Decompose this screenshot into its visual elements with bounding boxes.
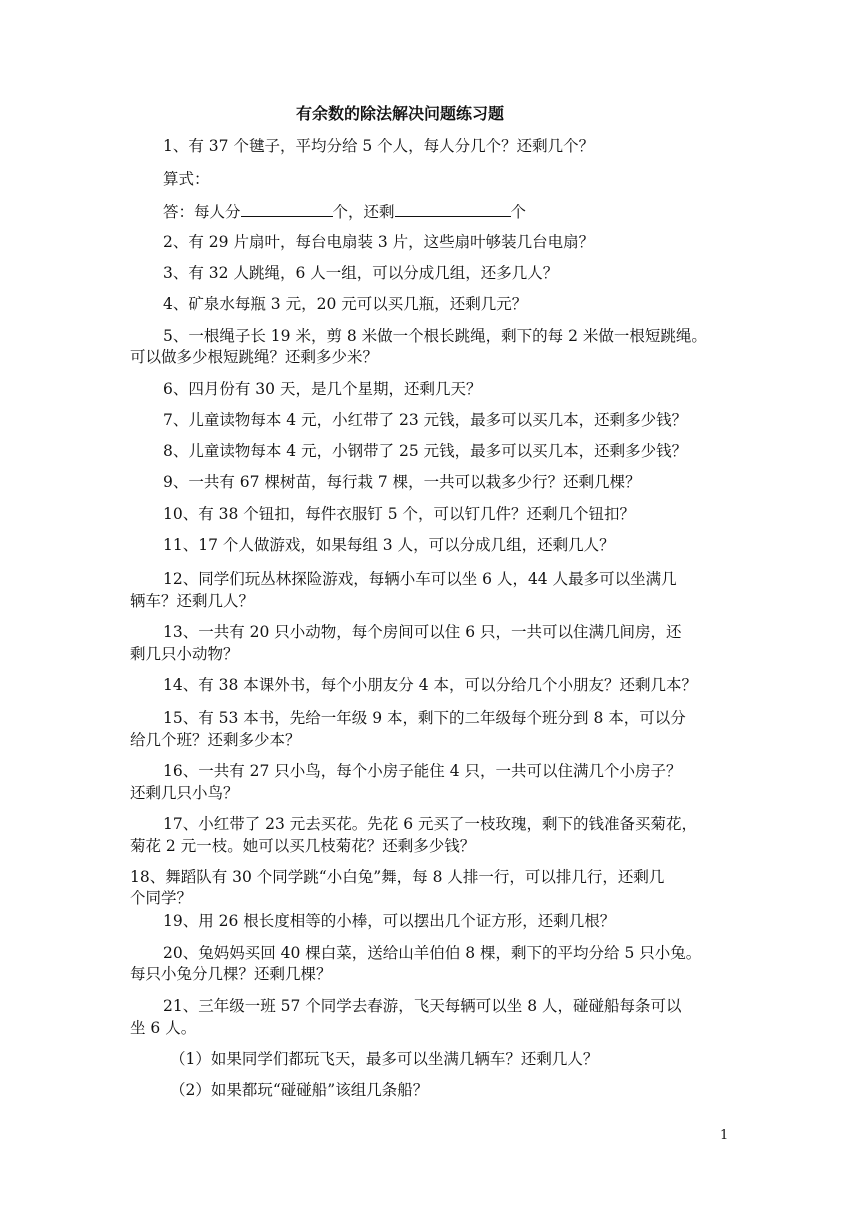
question-11: 11、17 个人做游戏，如果每组 3 人，可以分成几组，还剩几人？ bbox=[163, 536, 615, 554]
question-10: 10、有 38 个钮扣，每件衣服钉 5 个，可以钉几件？还剩几个钮扣？ bbox=[163, 505, 636, 523]
question-12-line-1: 12、同学们玩丛林探险游戏，每辆小车可以坐 6 人，44 人最多可以坐满几 bbox=[163, 570, 677, 588]
question-2: 2、有 29 片扇叶，每台电扇装 3 片，这些扇叶够装几台电扇？ bbox=[163, 233, 595, 251]
question-13-line-2: 剩几只小动物？ bbox=[130, 645, 239, 663]
question-21-line-2: 坐 6 人。 bbox=[130, 1019, 197, 1037]
question-17-line-2: 菊花 2 元一枝。她可以买几枝菊花？还剩多少钱？ bbox=[130, 837, 476, 855]
question-15-line-1: 15、有 53 本书，先给一年级 9 本，剩下的二年级每个班分到 8 本，可以分 bbox=[163, 709, 686, 727]
question-5-line-2: 可以做多少根短跳绳？还剩多少米？ bbox=[130, 348, 379, 366]
question-21-sub-2: （2）如果都玩“碰碰船”该组几条船？ bbox=[170, 1081, 429, 1099]
page-title: 有余数的除法解决问题练习题 bbox=[295, 104, 504, 123]
question-14: 14、有 38 本课外书，每个小朋友分 4 本，可以分给几个小朋友？还剩几本？ bbox=[163, 676, 698, 694]
question-5-line-1: 5、一根绳子长 19 米，剪 8 米做一个根长跳绳，剩下的每 2 米做一根短跳绳。 bbox=[163, 327, 707, 345]
question-18-line-1: 18、舞蹈队有 30 个同学跳“小白兔”舞，每 8 人排一行，可以排几行，还剩几 bbox=[130, 868, 665, 886]
answer-blank-2[interactable] bbox=[395, 198, 511, 217]
question-6: 6、四月份有 30 天，是几个星期，还剩几天？ bbox=[163, 380, 482, 398]
question-12-line-2: 辆车？还剩几人？ bbox=[130, 592, 255, 610]
page-number: 1 bbox=[720, 1128, 729, 1143]
formula-label: 算式： bbox=[163, 170, 210, 188]
question-16-line-1: 16、一共有 27 只小鸟，每个小房子能住 4 只，一共可以住满几个小房子？ bbox=[163, 762, 682, 780]
question-3: 3、有 32 人跳绳，6 人一组，可以分成几组，还多几人？ bbox=[163, 264, 559, 282]
answer-mid: 个，还剩 bbox=[332, 203, 395, 221]
answer-line bbox=[163, 198, 526, 225]
question-18-line-2: 个同学？ bbox=[130, 889, 193, 907]
question-7: 7、儿童读物每本 4 元，小红带了 23 元钱，最多可以买几本，还剩多少钱？ bbox=[163, 411, 688, 429]
question-15-line-2: 给几个班？还剩多少本？ bbox=[130, 731, 301, 749]
question-21-line-1: 21、三年级一班 57 个同学去春游，飞天每辆可以坐 8 人，碰碰船每条可以 bbox=[163, 997, 682, 1015]
answer-suffix: 个 bbox=[510, 203, 527, 221]
question-9: 9、一共有 67 棵树苗，每行栽 7 棵，一共可以栽多少行？还剩几棵？ bbox=[163, 473, 641, 491]
question-8: 8、儿童读物每本 4 元，小钢带了 25 元钱，最多可以买几本，还剩多少钱？ bbox=[163, 442, 688, 460]
answer-blank-1[interactable] bbox=[241, 198, 333, 217]
question-20-line-1: 20、兔妈妈买回 40 棵白菜，送给山羊伯伯 8 棵，剩下的平均分给 5 只小兔。 bbox=[163, 944, 702, 962]
question-16-line-2: 还剩几只小鸟？ bbox=[130, 784, 239, 802]
question-4: 4、矿泉水每瓶 3 元，20 元可以买几瓶，还剩几元？ bbox=[163, 295, 528, 313]
question-1: 1、有 37 个毽子，平均分给 5 个人，每人分几个？还剩几个？ bbox=[163, 137, 595, 155]
question-19: 19、用 26 根长度相等的小棒，可以摆出几个证方形，还剩几根？ bbox=[163, 912, 616, 930]
question-21-sub-1: （1）如果同学们都玩飞天，最多可以坐满几辆车？还剩几人？ bbox=[170, 1050, 599, 1068]
answer-prefix: 答：每人分 bbox=[163, 203, 241, 221]
question-17-line-1: 17、小红带了 23 元去买花。先花 6 元买了一枝玫瑰，剩下的钱准备买菊花， bbox=[163, 815, 698, 833]
question-13-line-1: 13、一共有 20 只小动物，每个房间可以住 6 只，一共可以住满几间房，还 bbox=[163, 623, 682, 641]
question-20-line-2: 每只小兔分几棵？还剩几棵？ bbox=[130, 965, 332, 983]
